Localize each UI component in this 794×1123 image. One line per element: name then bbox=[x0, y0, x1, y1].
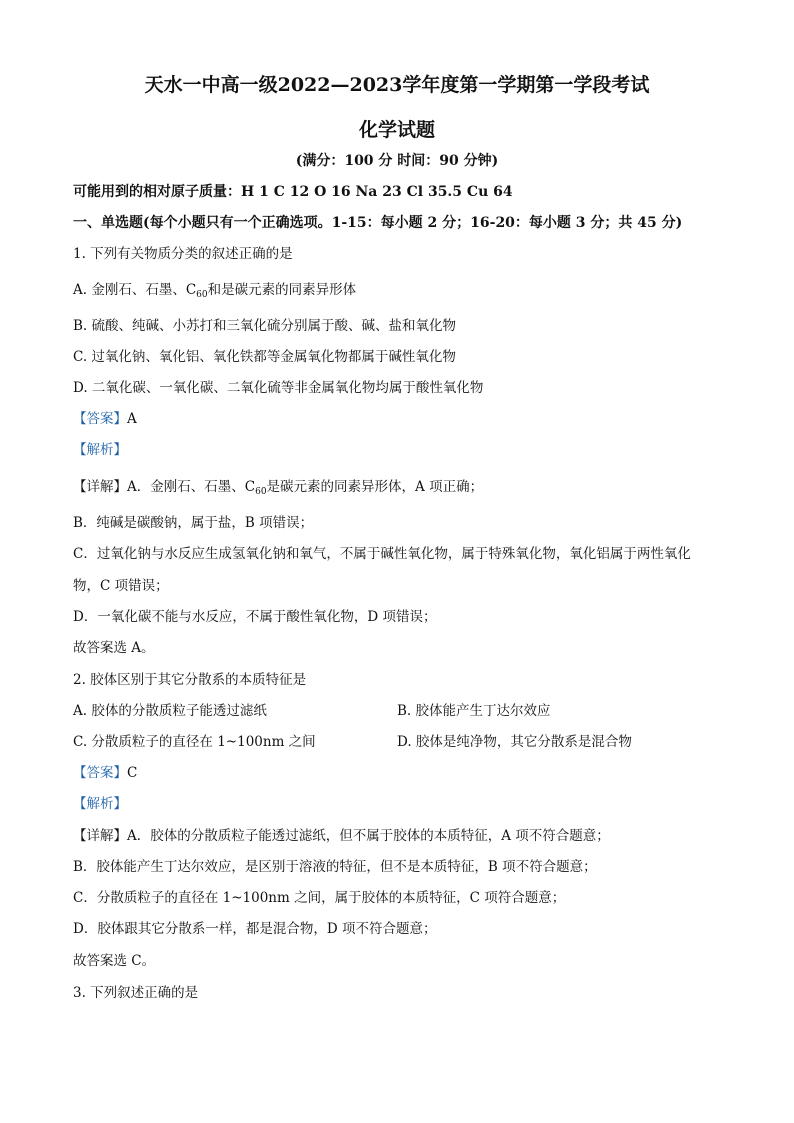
q1-analysis-tag: 【解析】 bbox=[73, 442, 127, 458]
q2-detail-1 bbox=[73, 827, 610, 845]
q2-analysis-tag: 【解析】 bbox=[73, 796, 127, 812]
q3-stem: 3. 下列叙述正确的是 bbox=[73, 985, 199, 1001]
exam-subtitle: 化学试题 bbox=[358, 119, 435, 141]
q1-answer-value: A bbox=[127, 411, 137, 427]
q1-detail-2: B．纯碱是碳酸钠，属于盐，B 项错误； bbox=[73, 515, 314, 531]
q2-options-row-1 bbox=[73, 702, 267, 720]
q2-answer bbox=[73, 764, 137, 782]
q2-option-b: B. 胶体能产生丁达尔效应 bbox=[397, 703, 551, 719]
q2-option-c: C. 分散质粒子的直径在 1~100nm 之间 bbox=[73, 734, 316, 750]
q2-answer-value: C bbox=[127, 765, 138, 781]
q2-detail-2: B．胶体能产生丁达尔效应，是区别于溶液的特征，但不是本质特征，B 项不符合题意； bbox=[73, 859, 597, 875]
q2-detail-3: C．分散质粒子的直径在 1~100nm 之间，属于胶体的本质特征，C 项符合题意； bbox=[73, 890, 566, 906]
section-heading: 一、单选题(每个小题只有一个正确选项。1-15：每小题 2 分；16-20：每小题 3 分；共 45 分) bbox=[73, 215, 683, 231]
q1-detail-1-pre: A．金刚石、石墨、C bbox=[127, 479, 256, 495]
q1-conclusion: 故答案选 A。 bbox=[73, 640, 155, 656]
q1-detail-3a: C．过氧化钠与水反应生成氢氧化钠和氧气，不属于碱性氧化物，属于特殊氧化物，氧化铝属于两性氧化 bbox=[73, 546, 691, 562]
q1-answer bbox=[73, 410, 137, 428]
q1-option-a-sub: 60 bbox=[196, 290, 208, 300]
q1-stem: 1. 下列有关物质分类的叙述正确的是 bbox=[73, 246, 293, 262]
q1-option-b: B. 硫酸、纯碱、小苏打和三氧化硫分别属于酸、碱、盐和氧化物 bbox=[73, 318, 457, 334]
q1-option-d: D. 二氧化碳、一氧化碳、二氧化硫等非金属氧化物均属于酸性氧化物 bbox=[73, 380, 484, 396]
exam-info: (满分：100 分 时间：90 分钟) bbox=[295, 153, 499, 169]
q1-detail-1-sub: 60 bbox=[255, 487, 267, 497]
q1-option-c: C. 过氧化钠、氧化铝、氧化铁都等金属氧化物都属于碱性氧化物 bbox=[73, 349, 456, 365]
q2-detail-4: D．胶体跟其它分散系一样，都是混合物，D 项不符合题意； bbox=[73, 921, 437, 937]
q2-option-d: D. 胶体是纯净物，其它分散系是混合物 bbox=[397, 734, 632, 750]
q1-detail-3b: 物，C 项错误； bbox=[73, 578, 169, 594]
detail-tag: 【详解】 bbox=[73, 828, 127, 844]
detail-tag: 【详解】 bbox=[73, 479, 127, 495]
q1-option-a bbox=[73, 281, 356, 304]
q1-detail-4: D．一氧化碳不能与水反应，不属于酸性氧化物，D 项错误； bbox=[73, 609, 437, 625]
answer-tag: 【答案】 bbox=[73, 765, 127, 781]
q2-conclusion: 故答案选 C。 bbox=[73, 953, 156, 969]
q1-detail-1 bbox=[73, 478, 483, 501]
answer-tag: 【答案】 bbox=[73, 411, 127, 427]
q1-detail-1-post: 是碳元素的同素异形体，A 项正确； bbox=[266, 479, 484, 495]
q1-option-a-pre: A. 金刚石、石墨、C bbox=[73, 282, 197, 298]
q2-stem: 2. 胶体区别于其它分散系的本质特征是 bbox=[73, 672, 307, 688]
q1-option-a-post: 和是碳元素的同素异形体 bbox=[207, 282, 357, 298]
exam-title: 天水一中高一级2022—2023学年度第一学期第一学段考试 bbox=[144, 74, 650, 96]
atomic-masses: 可能用到的相对原子质量：H 1 C 12 O 16 Na 23 Cl 35.5 Cu 64 bbox=[73, 184, 513, 200]
q2-option-a: A. 胶体的分散质粒子能透过滤纸 bbox=[73, 703, 267, 719]
q2-detail-1-text: A．胶体的分散质粒子能透过滤纸，但不属于胶体的本质特征，A 项不符合题意； bbox=[127, 828, 610, 844]
